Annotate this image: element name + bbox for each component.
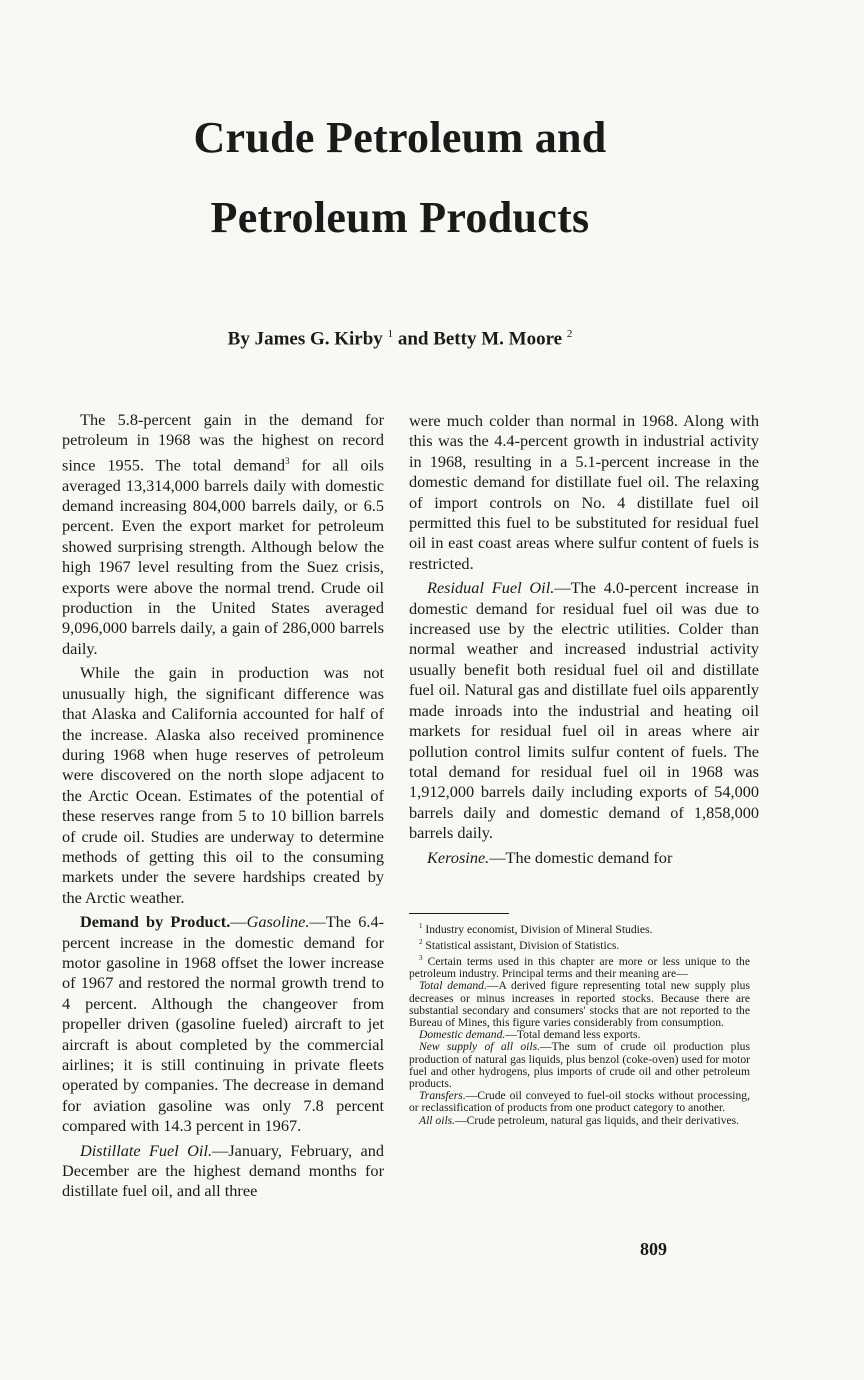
definition-all-oils: All oils.—Crude petroleum, natural gas liquids, and their derivatives. <box>419 1113 740 1127</box>
paragraph-intro: The 5.8-percent gain in the demand for petroleum in 1968 was the highest on record since 1955. The total demand$^3$ for all oils averaged 13,314,000 barrels daily with domestic demand increasing 804,000 barrels daily, or 6.5 percent. Even the export market for petroleum showed surprising strength. Although below the high 1967 level resulting from the Suez crisis, exports were above the normal trend. Crude oil production in the United States averaged 9,096,000 barrels daily, a gain of 286,000 barrels daily. <box>62 410 384 658</box>
footnotes <box>409 920 750 1127</box>
subheading-gasoline: Gasoline. <box>246 912 310 932</box>
definition-total-demand: Total demand.—A derived figure representing total new supply plus decreases or minus increases in reported stocks. Because there are substantial secondary and consumers' stocks that are not reported to the Bureau of Mines, this figure varies considerably from consumption. <box>409 979 750 1029</box>
footnote-3: $^3$ Certain terms used in this chapter are more or less unique to the petroleum industry. Principal terms and their meaning are— <box>409 954 750 981</box>
paragraph-gasoline: Demand by Product.—Gasoline.—The 6.4-percent increase in the domestic demand for motor gasoline in 1968 offset the lower increase of 1967 and restored the normal growth trend to 4 percent. Although the changeover from propeller driven (gasoline fueled) aircraft to jet aircraft is about completed by the commercial airlines; it is still continuing in private fleets operated by companies. The decrease in demand for aviation gasoline was only 7.8 percent compared with 14.3 percent in 1967. <box>62 912 385 1136</box>
page-title-line-1: Crude Petroleum and <box>193 113 607 162</box>
left-column <box>62 410 384 1202</box>
author-1: By James G. Kirby <box>227 328 383 350</box>
paragraph-kerosine: Kerosine.—The domestic demand for <box>427 847 673 867</box>
paragraph-distillate-cont: were much colder than normal in 1968. Along with this was the 4.4-percent growth in industrial activity in 1968, resulting in a 5.1-percent increase in the domestic demand for distillate fuel oil. The relaxing of import controls on No. 4 distillate fuel oil permitted this fuel to be substituted for residual fuel oil in east coast areas where sulfur content of fuels is restricted. <box>409 411 759 573</box>
paragraph-alaska: While the gain in production was not unusually high, the significant difference was that Alaska and California accounted for half of the increase. Alaska also received prominence during 1968 when huge reserves of petroleum were discovered on the north slope adjacent to the Arctic Ocean. Estimates of the potential of these reserves range from 5 to 10 billion barrels of crude oil. Studies are underway to determine methods of getting this oil to the consuming markets under the severe hardships created by the Arctic weather. <box>62 663 384 907</box>
byline <box>0 328 800 350</box>
section-heading-demand-by-product: Demand by Product. <box>80 912 231 932</box>
definition-domestic-demand: Domestic demand.—Total demand less exports. <box>419 1028 641 1042</box>
footnote-divider <box>409 913 509 914</box>
page-number: 809 <box>640 1239 667 1259</box>
page-title-line-2: Petroleum Products <box>210 193 590 242</box>
footnote-ref-2: 2 <box>566 328 573 340</box>
subheading-distillate: Distillate Fuel Oil. <box>80 1140 213 1160</box>
footnote-ref-1: 1 <box>387 328 394 340</box>
right-column <box>409 411 759 868</box>
paragraph-distillate: Distillate Fuel Oil.—January, February, and December are the highest demand months for distillate fuel oil, and all three <box>62 1140 384 1201</box>
author-2: and Betty M. Moore <box>393 328 563 350</box>
footnote-1: $^1$ Industry economist, Division of Mineral Studies. <box>419 922 653 936</box>
definition-transfers: Transfers.—Crude oil conveyed to fuel-oil stocks without processing, or reclassification of products from one product category to another. <box>409 1089 750 1115</box>
subheading-kerosine: Kerosine. <box>427 847 490 867</box>
footnote-2: $^2$ Statistical assistant, Division of Statistics. <box>419 938 620 952</box>
footnote-ref-3: 3 <box>285 455 290 466</box>
paragraph-residual: Residual Fuel Oil.—The 4.0-percent increase in domestic demand for residual fuel oil was due to increased use by the electric utilities. Colder than normal weather and increased industrial activity usually benefit both residual fuel oil and distillate fuel oil. Natural gas and distillate fuel oils apparently made inroads into the industrial and heating oil markets for residual fuel oil in areas where air pollution control limits sulfur content of fuels. The total demand for residual fuel oil in 1968 was 1,912,000 barrels daily including exports of 54,000 barrels daily and domestic demand of 1,858,000 barrels daily. <box>409 578 760 843</box>
definition-new-supply: New supply of all oils.—The sum of crude oil production plus production of natural gas liquids, plus benzol (coke-oven) used for motor fuel and other hydrogens, plus imports of crude oil and other petroleum products. <box>409 1040 750 1091</box>
subheading-residual: Residual Fuel Oil. <box>427 578 555 598</box>
